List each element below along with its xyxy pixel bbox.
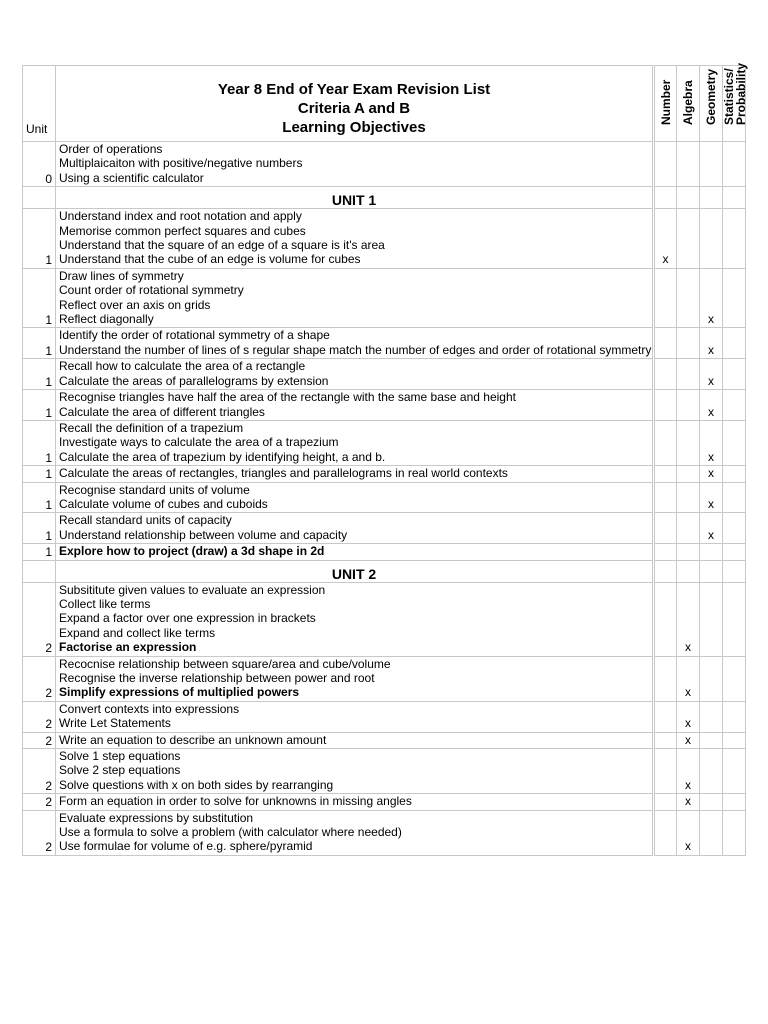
objective-line: Use formulae for volume of e.g. sphere/pyramid bbox=[59, 839, 313, 854]
algebra-mark-cell bbox=[677, 359, 700, 390]
statistics-mark-cell bbox=[723, 810, 746, 855]
algebra-mark-cell bbox=[677, 390, 700, 421]
objective-line: Solve 1 step equations bbox=[59, 749, 181, 764]
section-empty-cell bbox=[677, 560, 700, 582]
section-empty-cell bbox=[700, 187, 723, 209]
objective-line: Understand the number of lines of s regular shape match the number of edges and order of rotational symmetry bbox=[59, 342, 652, 357]
header-row bbox=[23, 66, 746, 142]
objectives-cell bbox=[56, 142, 654, 187]
statistics-mark-cell bbox=[723, 142, 746, 187]
statistics-mark-cell bbox=[723, 749, 746, 794]
number-mark-cell bbox=[654, 794, 677, 810]
unit-cell: 1 bbox=[23, 390, 56, 421]
objectives-cell bbox=[56, 420, 654, 465]
number-mark-cell bbox=[654, 513, 677, 544]
table-row bbox=[23, 544, 746, 560]
objectives-cell bbox=[56, 810, 654, 855]
number-mark-cell bbox=[654, 810, 677, 855]
objective-line: Count order of rotational symmetry bbox=[59, 283, 244, 298]
objectives-cell bbox=[56, 794, 654, 810]
unit-cell: 0 bbox=[23, 142, 56, 187]
table-row bbox=[23, 732, 746, 748]
objective-line: Reflect diagonally bbox=[59, 312, 154, 327]
geometry-mark-cell bbox=[700, 656, 723, 701]
objective-line: Recall how to calculate the area of a rectangle bbox=[59, 359, 306, 374]
number-column-header bbox=[654, 66, 677, 142]
objective-line: Recognise triangles have half the area of the rectangle with the same base and height bbox=[59, 390, 516, 405]
table-row bbox=[23, 794, 746, 810]
geometry-mark-cell bbox=[700, 732, 723, 748]
algebra-mark-cell: x bbox=[677, 732, 700, 748]
statistics-mark-cell bbox=[723, 359, 746, 390]
geometry-mark-cell: x bbox=[700, 466, 723, 482]
objectives-cell bbox=[56, 359, 654, 390]
algebra-mark-cell bbox=[677, 466, 700, 482]
objective-line: Order of operations bbox=[59, 142, 163, 156]
objective-line: Using a scientific calculator bbox=[59, 170, 204, 185]
geometry-mark-cell bbox=[700, 209, 723, 269]
probability-column-label: Probability bbox=[734, 62, 748, 125]
statistics-mark-cell bbox=[723, 513, 746, 544]
geometry-mark-cell: x bbox=[700, 359, 723, 390]
table-row bbox=[23, 142, 746, 187]
page-title bbox=[56, 66, 654, 142]
number-mark-cell bbox=[654, 359, 677, 390]
objectives-cell bbox=[56, 656, 654, 701]
algebra-mark-cell: x bbox=[677, 656, 700, 701]
statistics-mark-cell bbox=[723, 794, 746, 810]
geometry-mark-cell bbox=[700, 749, 723, 794]
unit-cell: 1 bbox=[23, 328, 56, 359]
objective-line: Solve 2 step equations bbox=[59, 763, 181, 778]
geometry-mark-cell: x bbox=[700, 268, 723, 328]
objective-line: Expand a factor over one expression in brackets bbox=[59, 611, 316, 626]
objectives-cell bbox=[56, 328, 654, 359]
statistics-mark-cell bbox=[723, 732, 746, 748]
geometry-mark-cell bbox=[700, 794, 723, 810]
geometry-mark-cell bbox=[700, 701, 723, 732]
statistics-mark-cell bbox=[723, 328, 746, 359]
algebra-mark-cell: x bbox=[677, 749, 700, 794]
algebra-mark-cell bbox=[677, 544, 700, 560]
objective-line: Convert contexts into expressions bbox=[59, 701, 240, 716]
statistics-mark-cell bbox=[723, 544, 746, 560]
geometry-mark-cell: x bbox=[700, 328, 723, 359]
algebra-column-header bbox=[677, 66, 700, 142]
objective-line: Memorise common perfect squares and cubes bbox=[59, 223, 306, 238]
objective-line: Calculate the areas of parallelograms by extension bbox=[59, 373, 329, 388]
table-row bbox=[23, 656, 746, 701]
table-row bbox=[23, 810, 746, 855]
geometry-mark-cell bbox=[700, 582, 723, 656]
section-empty-cell bbox=[654, 187, 677, 209]
objectives-heading: Learning Objectives bbox=[282, 119, 426, 136]
objectives-cell bbox=[56, 513, 654, 544]
objective-line: Recall the definition of a trapezium bbox=[59, 420, 244, 435]
algebra-mark-cell: x bbox=[677, 701, 700, 732]
geometry-mark-cell: x bbox=[700, 390, 723, 421]
unit-cell: 2 bbox=[23, 732, 56, 748]
algebra-mark-cell bbox=[677, 482, 700, 513]
objective-line: Investigate ways to calculate the area of a trapezium bbox=[59, 435, 339, 450]
section-row bbox=[23, 560, 746, 582]
table-row bbox=[23, 420, 746, 465]
objective-line: Recocnise relationship between square/area and cube/volume bbox=[59, 656, 391, 671]
objective-line: Understand index and root notation and apply bbox=[59, 209, 302, 224]
objectives-cell bbox=[56, 390, 654, 421]
table-row bbox=[23, 701, 746, 732]
objective-line: Identify the order of rotational symmetry of a shape bbox=[59, 328, 330, 343]
objective-line: Reflect over an axis on grids bbox=[59, 297, 211, 312]
number-mark-cell bbox=[654, 142, 677, 187]
statistics-mark-cell bbox=[723, 209, 746, 269]
objective-line: Recall standard units of capacity bbox=[59, 513, 232, 528]
number-mark-cell bbox=[654, 390, 677, 421]
objective-line: Calculate the area of different triangles bbox=[59, 404, 265, 419]
geometry-mark-cell: x bbox=[700, 420, 723, 465]
unit-cell: 2 bbox=[23, 582, 56, 656]
statistics-column-label: Statistics/ bbox=[722, 68, 736, 125]
objective-line: Simplify expressions of multiplied powers bbox=[59, 685, 300, 700]
revision-table bbox=[22, 62, 748, 856]
objective-line: Collect like terms bbox=[59, 596, 151, 611]
unit-column-header: Unit bbox=[23, 66, 56, 142]
table-row bbox=[23, 582, 746, 656]
unit-cell: 2 bbox=[23, 810, 56, 855]
algebra-mark-cell bbox=[677, 209, 700, 269]
table-row bbox=[23, 390, 746, 421]
unit-cell: 2 bbox=[23, 749, 56, 794]
statistics-mark-cell bbox=[723, 390, 746, 421]
number-mark-cell bbox=[654, 582, 677, 656]
geometry-column-label: Geometry bbox=[704, 68, 718, 125]
algebra-column-label: Algebra bbox=[681, 80, 695, 125]
statistics-mark-cell bbox=[723, 701, 746, 732]
objective-line: Evaluate expressions by substitution bbox=[59, 810, 254, 825]
table-row bbox=[23, 209, 746, 269]
objective-line: Use a formula to solve a problem (with calculator where needed) bbox=[59, 825, 402, 840]
number-mark-cell bbox=[654, 268, 677, 328]
unit-cell: 1 bbox=[23, 209, 56, 269]
objective-line: Understand relationship between volume and capacity bbox=[59, 527, 348, 542]
objective-line: Draw lines of symmetry bbox=[59, 268, 184, 283]
number-mark-cell bbox=[654, 420, 677, 465]
title-line: Year 8 End of Year Exam Revision List bbox=[217, 81, 491, 98]
number-mark-cell bbox=[654, 482, 677, 513]
subtitle-line: Criteria A and B bbox=[297, 100, 411, 117]
objective-line: Solve questions with x on both sides by rearranging bbox=[59, 777, 334, 792]
objectives-cell bbox=[56, 701, 654, 732]
objective-line: Write an equation to describe an unknown amount bbox=[59, 732, 327, 747]
unit-cell: 1 bbox=[23, 420, 56, 465]
objectives-cell bbox=[56, 749, 654, 794]
unit-cell: 1 bbox=[23, 466, 56, 482]
objectives-cell bbox=[56, 209, 654, 269]
section-empty-cell bbox=[700, 560, 723, 582]
section-unit-cell bbox=[23, 560, 56, 582]
objectives-cell bbox=[56, 582, 654, 656]
objective-line: Calculate the areas of rectangles, triangles and parallelograms in real world contexts bbox=[59, 466, 508, 481]
objectives-cell bbox=[56, 482, 654, 513]
unit-cell: 2 bbox=[23, 701, 56, 732]
objective-line: Subsititute given values to evaluate an expression bbox=[59, 582, 326, 597]
algebra-mark-cell bbox=[677, 513, 700, 544]
statistics-mark-cell bbox=[723, 420, 746, 465]
statistics-mark-cell bbox=[723, 482, 746, 513]
objective-line: Understand that the square of an edge of a square is it's area bbox=[59, 238, 385, 253]
objective-line: Form an equation in order to solve for unknowns in missing angles bbox=[59, 794, 412, 809]
unit-cell: 1 bbox=[23, 268, 56, 328]
objectives-cell bbox=[56, 732, 654, 748]
statistics-mark-cell bbox=[723, 466, 746, 482]
objectives-cell bbox=[56, 544, 654, 560]
section-empty-cell bbox=[677, 187, 700, 209]
unit-cell: 1 bbox=[23, 513, 56, 544]
table-row bbox=[23, 328, 746, 359]
table-row bbox=[23, 466, 746, 482]
revision-table-body bbox=[23, 62, 748, 856]
statistics-mark-cell bbox=[723, 268, 746, 328]
algebra-mark-cell: x bbox=[677, 582, 700, 656]
algebra-mark-cell: x bbox=[677, 810, 700, 855]
geometry-mark-cell bbox=[700, 544, 723, 560]
objective-line: Factorise an expression bbox=[59, 640, 197, 655]
geometry-column-header bbox=[700, 66, 723, 142]
statistics-mark-cell bbox=[723, 656, 746, 701]
unit-cell: 1 bbox=[23, 544, 56, 560]
number-mark-cell bbox=[654, 701, 677, 732]
number-mark-cell bbox=[654, 749, 677, 794]
statistics-mark-cell bbox=[723, 582, 746, 656]
objective-line: Recognise the inverse relationship between power and root bbox=[59, 671, 375, 685]
geometry-mark-cell bbox=[700, 142, 723, 187]
objective-line: Write Let Statements bbox=[59, 716, 171, 731]
table-row bbox=[23, 268, 746, 328]
unit-cell: 1 bbox=[23, 359, 56, 390]
table-row bbox=[23, 513, 746, 544]
unit-cell: 2 bbox=[23, 794, 56, 810]
section-empty-cell bbox=[723, 187, 746, 209]
section-empty-cell bbox=[723, 560, 746, 582]
algebra-mark-cell: x bbox=[677, 794, 700, 810]
section-unit-cell bbox=[23, 187, 56, 209]
section-heading: UNIT 1 bbox=[56, 187, 654, 209]
objective-line: Explore how to project (draw) a 3d shape in 2d bbox=[59, 544, 325, 559]
objective-line: Understand that the cube of an edge is volume for cubes bbox=[59, 252, 361, 267]
algebra-mark-cell bbox=[677, 142, 700, 187]
table-row bbox=[23, 482, 746, 513]
number-column-label: Number bbox=[658, 79, 673, 125]
unit-cell: 2 bbox=[23, 656, 56, 701]
objectives-cell bbox=[56, 268, 654, 328]
objectives-cell bbox=[56, 466, 654, 482]
number-mark-cell bbox=[654, 544, 677, 560]
number-mark-cell bbox=[654, 328, 677, 359]
number-mark-cell bbox=[654, 732, 677, 748]
unit-cell: 1 bbox=[23, 482, 56, 513]
number-mark-cell bbox=[654, 656, 677, 701]
geometry-mark-cell: x bbox=[700, 482, 723, 513]
number-mark-cell bbox=[654, 466, 677, 482]
geometry-mark-cell bbox=[700, 810, 723, 855]
table-row bbox=[23, 749, 746, 794]
objective-line: Expand and collect like terms bbox=[59, 625, 216, 640]
statistics-probability-column-header bbox=[722, 62, 748, 142]
objective-line: Recognise standard units of volume bbox=[59, 482, 250, 497]
objective-line: Calculate the area of trapezium by identifying height, a and b. bbox=[59, 449, 386, 464]
section-empty-cell bbox=[654, 560, 677, 582]
number-mark-cell: x bbox=[654, 209, 677, 269]
table-row bbox=[23, 359, 746, 390]
objective-line: Multiplaicaiton with positive/negative numbers bbox=[59, 156, 303, 171]
geometry-mark-cell: x bbox=[700, 513, 723, 544]
objective-line: Calculate volume of cubes and cuboids bbox=[59, 496, 268, 511]
algebra-mark-cell bbox=[677, 328, 700, 359]
section-heading: UNIT 2 bbox=[56, 560, 654, 582]
algebra-mark-cell bbox=[677, 420, 700, 465]
section-row bbox=[23, 187, 746, 209]
algebra-mark-cell bbox=[677, 268, 700, 328]
